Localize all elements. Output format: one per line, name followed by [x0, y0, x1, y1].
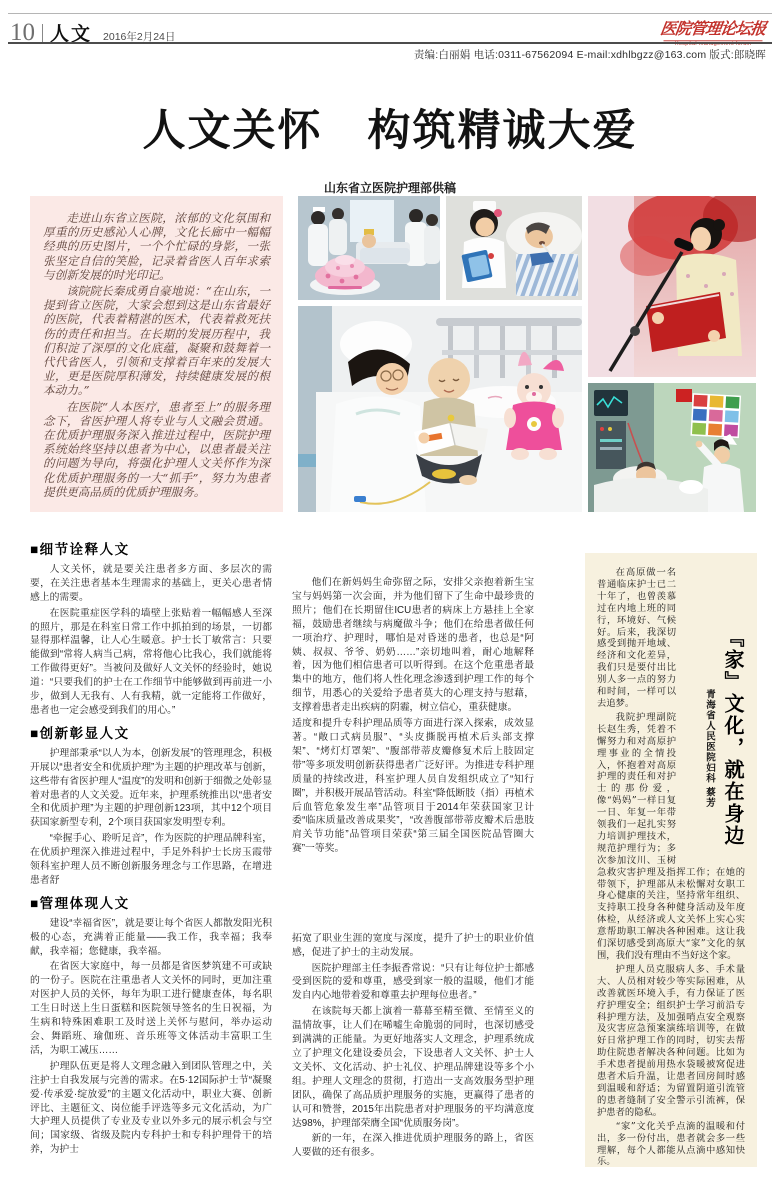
- issue-date: 2016年2月24日: [103, 31, 176, 43]
- body-block: 适度和提升专科护理品质等方面进行深入探索，成效显著。“敞口式病员服”、“头皮撕脱再植术后头部支撑架”、“烤灯灯罩架”、“腹部带蒂皮瓣修复术后上肢固定带”等多项发明创新获得患者广泛好评。为推进专科护理质量的持续改进，科室护理人员自发组织成立了“知行圈”，并积极开展品管活动。科室“降低断肢（指）再植术后血管危象发生率”品管项目于2014年荣获国家卫计委“临床质量改善成果奖”，“改善腹部带蒂皮瓣术后患肢肩关节功能”品管项目荣获“第三届全国医院品管圈大赛”一等奖。: [292, 718, 534, 855]
- sidebar-paragraph: 在高原做一名普通临床护士已二十年了，也曾羡慕过在内地上班的同行，环境好、气候好。后来，我深切感受到抛开地域、经济和文化差异，我们只是要付出比别人多一点的努力和时间，一样可以去追梦。: [597, 567, 676, 709]
- body-block: 在医院重症医学科的墙壁上张贴着一幅幅感人至深的照片，那是在科室日常工作中抓拍到的场景，一切都显得那样温馨，让人心生暖意。护士长丁敏常言：只要能做到“常将人病当己病，常将他心比我心，我们就能将工作做得更好”。当被问及做好人文关怀的经验时，她说道：“只要我们的护士在工作细节中能够做到再前进一小步，做到人无我有、人有我精，就一定能将工作做好，患者也一定会感受到我们的用心。”: [30, 607, 272, 716]
- page-number: 10: [10, 19, 35, 46]
- sidebar-essay: [585, 553, 757, 1167]
- body-block: ■管理体现人文: [30, 895, 130, 911]
- top-rule: [8, 13, 772, 14]
- body-block: 在该院每天都上演着一幕幕至精至微、至情至义的温情故事，让人们在唏嘘生命脆弱的同时，也深切感受到满满的正能量。为更好地落实人文理念，护理系统成立了护理文化建设委员会，下设患者人文关怀、护士人文关怀、文化活动、护士礼仪、护理品牌建设等多个小组。护理人文理念的贯彻，打造出一支高效服务型护理团队，确保了高品质护理服务的实施，更赢得了患者的认可和赞誉，2015年出院患者对护理服务的平均满意度达98%，护理部荣膺全国“优质服务岗”。: [292, 1006, 534, 1129]
- ward-birthday-photo: [298, 196, 440, 300]
- intro-paragraph: 走进山东省立医院，浓郁的文化氛围和厚重的历史感沁人心脾，文化长廊中一幅幅经典的历史图片，一个个忙碌的身影，一张张坚定自信的笑脸，记录着省医人百年求索与创新发展的时光印记。: [43, 211, 270, 282]
- body-block: “牵握手心、聆听足音”，作为医院的护理品牌科室，在优质护理深入推进过程中，手足外科护士长房玉霞带领科室护理人员不断创新服务理念与工作思路，在增进患者舒: [30, 833, 272, 886]
- paper-logo-title: 医院管理论坛报: [659, 19, 767, 38]
- intro-paragraph: 在医院“人本医疗，患者至上”的服务理念下，省医护理人将专业与人文融会贯通。在优质护理服务深入推进过程中，医院护理系统始终坚持以患者为中心，以患者最关注的问题为导向，将强化护理人文关怀作为深化优质护理服务的一大“抓手”，努力为患者提供更高品质的优质护理服务。: [43, 399, 270, 499]
- body-block: 护理部秉承“以人为本，创新发展”的管理理念，积极开展以“患者安全和优质护理”为主题的护理改革与创新，这些带有省医护理人“温度”的发明和创新于细微之处彰显着对患者的人文关爱。近年来，护理系统推出以“患者安全和优质护理”为主题的护理创新123项，其中12个项目获国家新型专利，2个项目获国家发明型专利。: [30, 747, 272, 829]
- masthead-rule: [8, 42, 772, 44]
- masthead-divider: [42, 24, 43, 42]
- icu-photo-wall-photo: [588, 383, 756, 512]
- paper-logo-subtitle: Hospital management forum: [664, 40, 763, 46]
- body-block: ■细节诠释人文: [30, 542, 130, 557]
- article-byline: 山东省立医院护理部供稿: [323, 181, 456, 195]
- body-block: 护理队伍更是将人文理念融入到团队管理之中，关注护士自我发展与完善的需求。在5·12国际护士节“凝聚爱·传承爱·绽放爱”的主题文化活动中，职业大赛、创新评比、主题征文、岗位能手评选等多元文化活动，为广大护理人员提供了专业及专业以外多元的展示机会与空间；国家级、省级及院内专科护士和专科护理骨干的培养，为护士: [30, 1060, 272, 1156]
- intro-paragraph: 该院院长秦成勇自豪地说：“在山东，一提到省立医院，大家会想到这是山东省最好的医院，代表着精湛的医术，代表着救死扶伤的责任和担当。在长期的发展历程中，我们积淀了深厚的文化底蕴，凝聚和鼓舞着一代代省医人，引领和支撑着百年来的发展大业，更是医院厚积薄发，持续健康发展的根本动力。”: [43, 284, 270, 398]
- article-headline: 人文关怀 构筑精诚大爱: [142, 107, 638, 155]
- sidebar-paragraph: 我院护理副院长赵生秀，凭着不懈努力和对高原护理事业的全情投入，怀抱着对高原护理的责任和对护士的那份爱，像“妈妈”一样日复一日、年复一年带领我们一起扎实努力培训护理技术，规范护理行为；多次参加汶川、玉树急救灾害护理及指挥工作；在她的带领下，护理部从未松懈对女职工身心健康的关注，坚持常年组织、支持职工投身各种健身活动及年度体检，从经济或人文关怀上实心实意帮助职工解决各种困难。这让我们深切感受到高原大“家”文化的氛围，我们没有理由不当好这个家。: [597, 711, 745, 961]
- nurse-child-reading-photo: [298, 306, 582, 512]
- nurse-elderly-patient-photo: [446, 196, 582, 300]
- body-block: 新的一年，在深入推进优质护理服务的路上，省医人要做的还有很多。: [292, 1133, 534, 1159]
- sidebar-paragraph: 护理人员克服病人多、手术量大、人员相对较少等实际困难，从改善就医环境入手，有力保证了医疗护理安全；组织护士学习前沿专科护理方法，及加强哨点安全观察及灾害应急预案演练培训等，在做好日常护理工作的同时，切实去帮助住院患者解决各种问题。比如为手术患者提前用热水袋暖被窝促进患者术后升温，让患者回房间时感到温暖和舒适；为留置阴道引流管的患者缝制了安全警示引流裤，保护患者的隐私。: [597, 963, 745, 1118]
- sidebar-paragraph: “家”文化关乎点滴的温暖和付出，多一份付出，患者就会多一些理解，每个人都能从点滴中感知快乐。: [597, 1120, 745, 1167]
- body-block: 拓宽了职业生涯的宽度与深度，提升了护士的职业价值感，促进了护士的主动发展。: [292, 932, 534, 958]
- body-block: 在省医大家庭中，每一员都是省医梦筑建不可或缺的一份子。医院在注重患者人文关怀的同时，更加注重对医护人员的关怀，每年为职工进行健康查体，每名职工生日时送上生日蛋糕和医院领导签名的生日祝福，为生病和特殊困难职工及时送上关怀与慰问，举办运动会、舞蹈班、瑜伽班、音乐班等文体活动丰富职工生活，为职工减压……: [30, 961, 272, 1056]
- sidebar-title-block: [683, 627, 745, 855]
- body-block: 他们在新妈妈生命弥留之际，安排父亲抱着新生宝宝与妈妈第一次会面，并为他们留下了生命中最珍贵的照片；他们在长期留住ICU患者的病床上方悬挂上全家福，鼓励患者继续与病魔做斗争；他们在给患者做任何一项治疗、护理时，哪怕是对昏迷的患者，也总是“阿姨、叔叔、爷爷、奶奶……”亲切地叫着，耐心地解释着，因为他们相信患者可以听得到。在这个危重患者最集中的地方，他们将人性化理念渗透到护理工作的每个细节，用悉心的关爱给予患者莫大的心理支持与慰藉，支撑着患者走出疾病的阴霾，树立信心，重获健康。: [292, 577, 534, 714]
- body-block: 医院护理部主任李振香常说：“只有让每位护士都感受到医院的爱和尊重，感受到家一般的温暖，他们才能发自内心地带着爱和尊重去护理每位患者。”: [292, 962, 534, 1002]
- body-column-1: [30, 542, 272, 1180]
- body-column-2: [292, 542, 534, 1180]
- speech-photo: [588, 196, 756, 377]
- body-block: ■创新彰显人文: [30, 725, 130, 741]
- intro-box: [30, 196, 283, 512]
- body-block: [292, 866, 534, 922]
- sidebar-author: 青海省人民医院妇科 蔡芳: [704, 689, 715, 809]
- section-name: 人文: [50, 24, 93, 45]
- body-block: 人文关怀，就是要关注患者多方面、多层次的需要，在关注患者基本生理需求的基础上，更关心患者情感上的需要。: [30, 563, 272, 603]
- body-block: 建设“幸福省医”，就是要让每个省医人都散发阳光积极的心态，充满着正能量——我工作，我幸福；我奉献，我幸福；您健康，我幸福。: [30, 917, 272, 957]
- sidebar-title: 『家』文化，就在身边: [721, 627, 743, 847]
- editor-line: 责编:白丽娟 电话:0311-67562094 E-mail:xdhlbgzz@163.com 版式:郎晓晖: [413, 49, 766, 61]
